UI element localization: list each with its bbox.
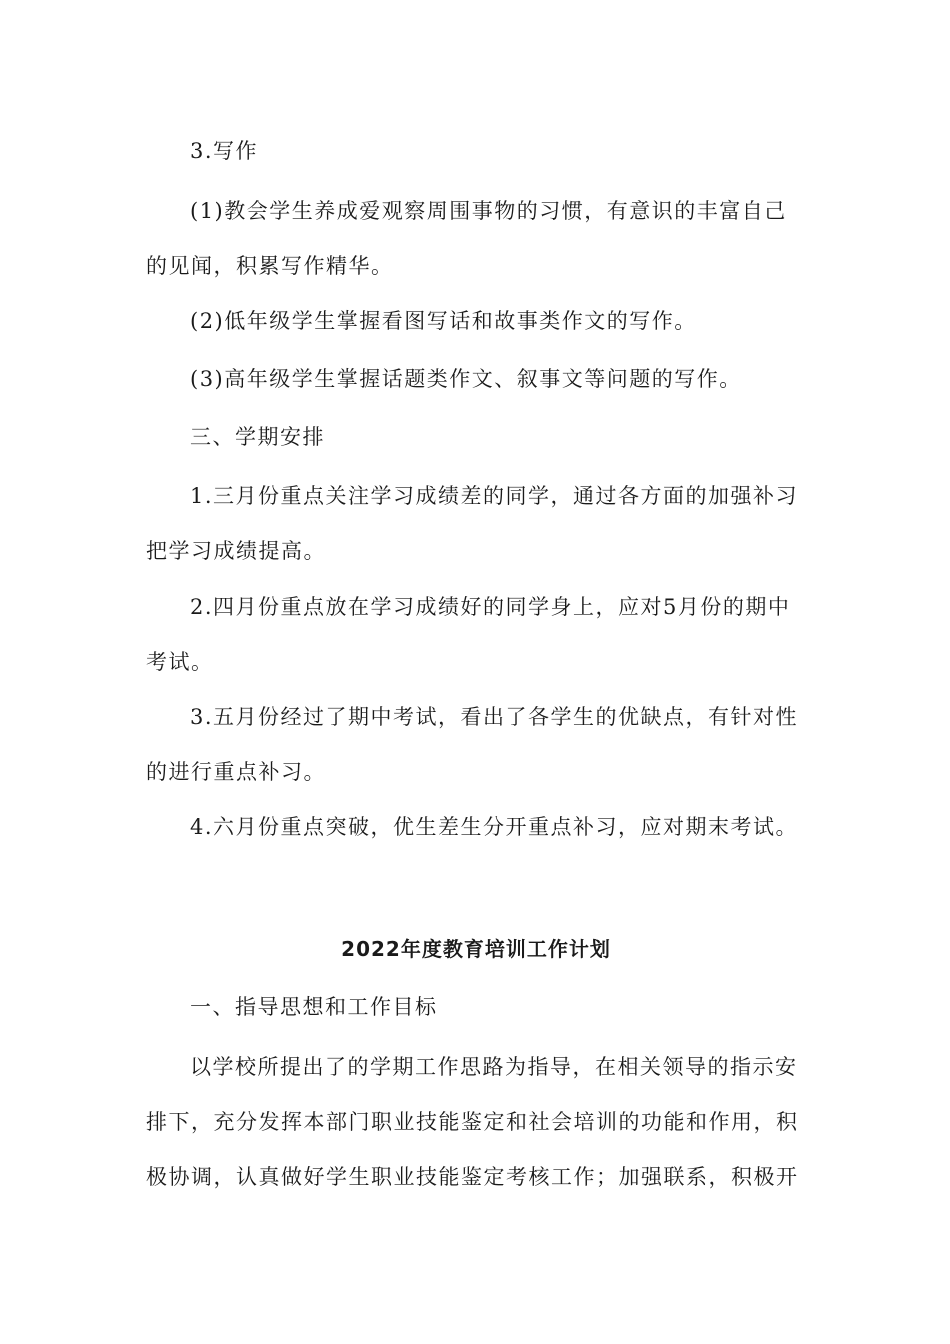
- paragraph-june: 4.六月份重点突破，优生差生分开重点补习，应对期末考试。: [190, 815, 799, 839]
- heading-semester-plan: 三、学期安排: [190, 425, 325, 449]
- paragraph-writing-3: (3)高年级学生掌握话题类作文、叙事文等问题的写作。: [190, 367, 742, 391]
- paragraph-march: 1.三月份重点关注学习成绩差的同学，通过各方面的加强补习把学习成绩提高。: [146, 484, 799, 563]
- paragraph-april: 2.四月份重点放在学习成绩好的同学身上，应对5月份的期中考试。: [146, 595, 791, 674]
- paragraph-may: 3.五月份经过了期中考试，看出了各学生的优缺点，有针对性的进行重点补习。: [146, 705, 799, 784]
- heading-guiding-ideology: 一、指导思想和工作目标: [190, 995, 438, 1019]
- paragraph-writing-1: (1)教会学生养成爱观察周围事物的习惯，有意识的丰富自己的见闻，积累写作精华。: [146, 199, 787, 278]
- section-title: 2022年度教育培训工作计划: [341, 937, 611, 961]
- heading-writing: 3.写作: [190, 139, 259, 163]
- paragraph-writing-2: (2)低年级学生掌握看图写话和故事类作文的写作。: [190, 309, 697, 333]
- paragraph-guiding-ideology: 以学校所提出了的学期工作思路为指导，在相关领导的指示安排下，充分发挥本部门职业技能鉴定和社会培训的功能和作用，积极协调，认真做好学生职业技能鉴定考核工作；加强联系，积极开: [146, 1055, 799, 1189]
